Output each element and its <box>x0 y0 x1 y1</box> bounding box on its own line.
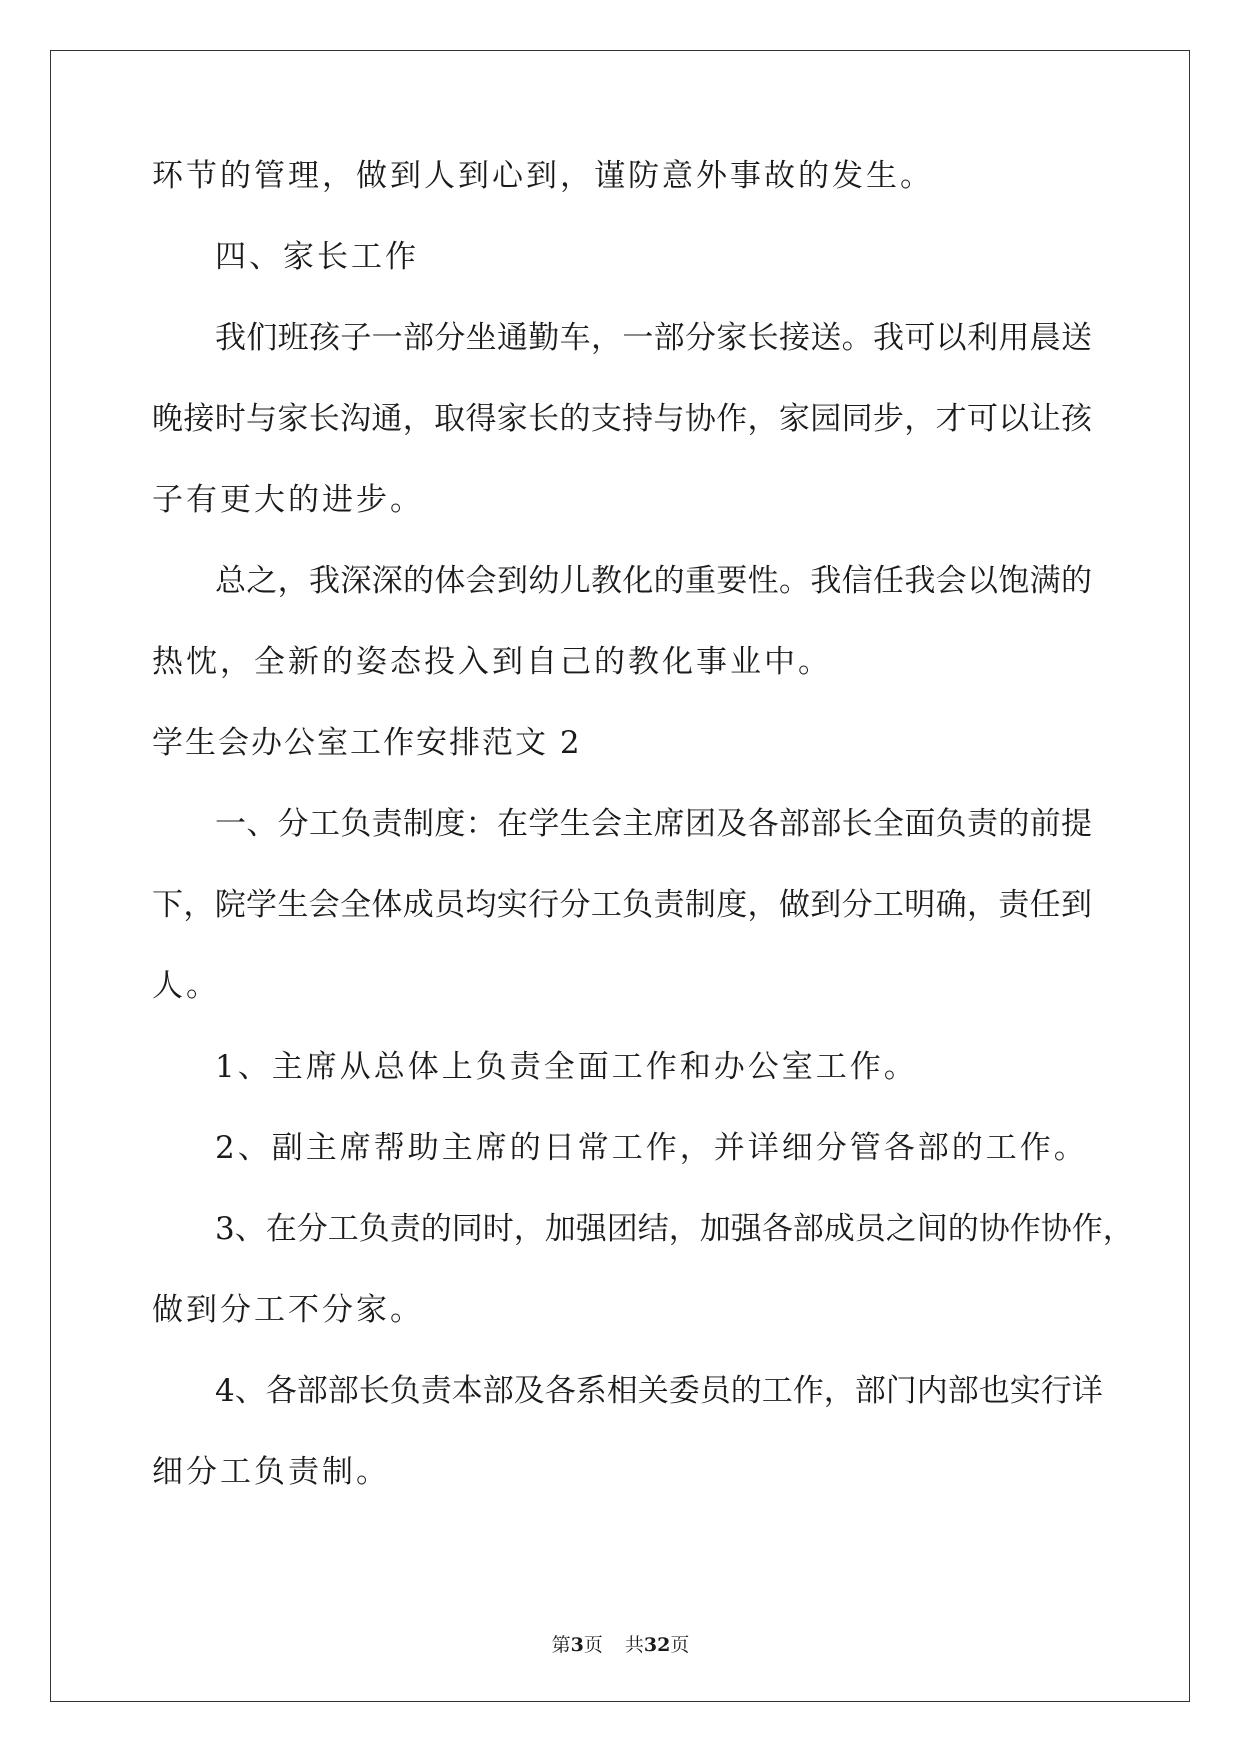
page-number: 3 <box>570 1634 584 1656</box>
paragraph-line: 总之，我深深的体会到幼儿教化的重要性。我信任我会以饱满的 <box>215 563 1092 599</box>
paragraph-line: 子有更大的进步。 <box>152 482 424 518</box>
list-item: 3、在分工负责的同时，加强团结，加强各部成员之间的协作协作， <box>215 1211 1134 1247</box>
page-footer <box>0 1632 1241 1658</box>
total-pages: 32 <box>643 1634 671 1656</box>
total-prefix: 共 <box>624 1634 644 1656</box>
list-item: 4、各部部长负责本部及各系相关委员的工作，部门内部也实行详 <box>215 1373 1103 1409</box>
page-suffix: 页 <box>583 1634 603 1656</box>
paragraph-line: 环节的管理，做到人到心到，谨防意外事故的发生。 <box>152 158 934 194</box>
paragraph-line: 做到分工不分家。 <box>152 1292 424 1328</box>
paragraph-line: 下，院学生会全体成员均实行分工负责制度，做到分工明确，责任到 <box>152 887 1092 923</box>
paragraph-line: 我们班孩子一部分坐通勤车，一部分家长接送。我可以利用晨送 <box>215 320 1092 356</box>
section-heading: 四、家长工作 <box>215 239 419 275</box>
document-title: 学生会办公室工作安排范文 2 <box>152 725 582 761</box>
paragraph-line: 细分工负责制。 <box>152 1454 390 1490</box>
paragraph-line: 人。 <box>152 968 220 1004</box>
paragraph-line: 晚接时与家长沟通，取得家长的支持与协作，家园同步，才可以让孩 <box>152 401 1092 437</box>
paragraph-line: 一、分工负责制度：在学生会主席团及各部部长全面负责的前提 <box>215 806 1092 842</box>
list-item: 1、主席从总体上负责全面工作和办公室工作。 <box>215 1049 918 1085</box>
page-prefix: 第 <box>551 1634 571 1656</box>
paragraph-line: 热忱，全新的姿态投入到自己的教化事业中。 <box>152 644 832 680</box>
total-suffix: 页 <box>670 1634 690 1656</box>
list-item: 2、副主席帮助主席的日常工作，并详细分管各部的工作。 <box>215 1130 1088 1166</box>
